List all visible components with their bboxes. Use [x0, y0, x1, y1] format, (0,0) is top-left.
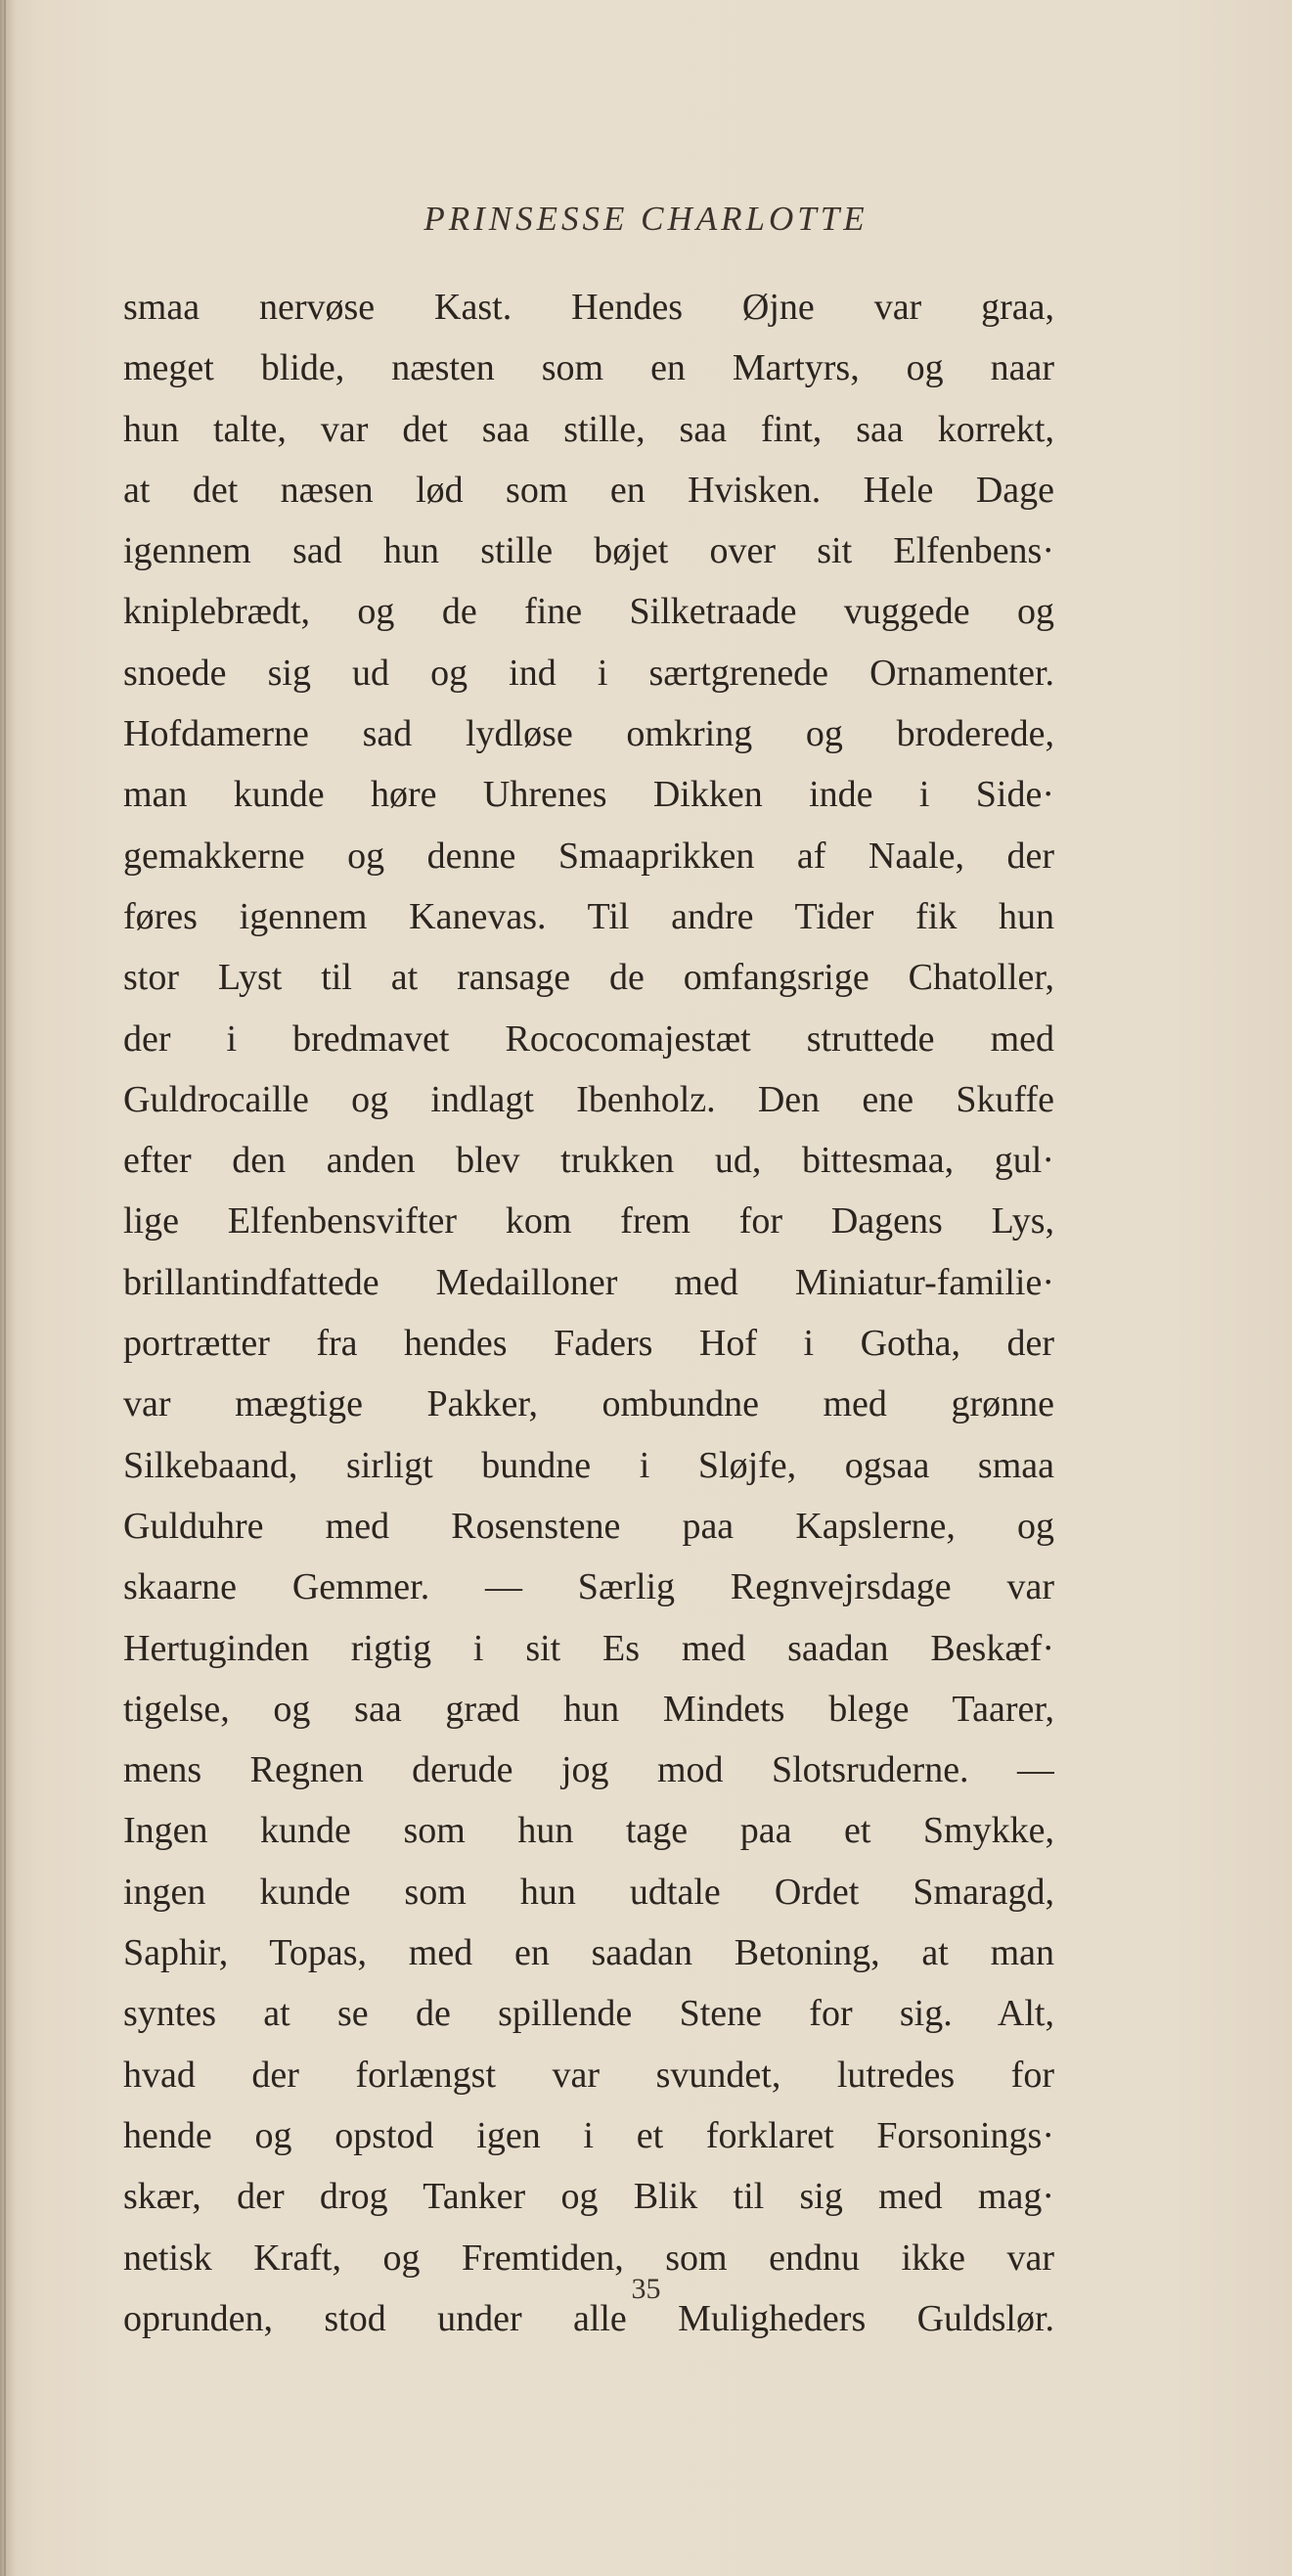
text-line: tigelse, og saa græd hun Mindets blege Taarer,: [123, 1688, 1054, 1730]
text-line: hvad der forlængst var svundet, lutredes for: [123, 2054, 1054, 2096]
gutter-edge: [4, 0, 6, 2576]
text-line: Silkebaand, sirligt bundne i Sløjfe, ogsaa smaa: [123, 1444, 1054, 1486]
text-line: skær, der drog Tanker og Blik til sig med mag·: [123, 2176, 1054, 2218]
text-line: gemakkerne og denne Smaaprikken af Naale, der: [123, 835, 1054, 877]
text-line: kniplebrædt, og de fine Silketraade vuggede og: [123, 591, 1054, 633]
text-line: meget blide, næsten som en Martyrs, og naar: [123, 347, 1054, 389]
text-line: netisk Kraft, og Fremtiden, som endnu ikke var: [123, 2237, 1054, 2279]
text-line: var mægtige Pakker, ombundne med grønne: [123, 1383, 1054, 1425]
text-line: Guldrocaille og indlagt Ibenholz. Den ene Skuffe: [123, 1078, 1054, 1120]
page-number: 35: [631, 2273, 661, 2305]
text-line: snoede sig ud og ind i særtgrenede Ornamenter.: [123, 652, 1054, 694]
text-line: Ingen kunde som hun tage paa et Smykke,: [123, 1810, 1054, 1852]
text-line: skaarne Gemmer. — Særlig Regnvejrsdage var: [123, 1566, 1054, 1608]
text-line: portrætter fra hendes Faders Hof i Gotha, der: [123, 1323, 1054, 1365]
body-text: [123, 277, 1054, 2349]
running-head: PRINSESSE CHARLOTTE: [423, 200, 869, 238]
text-line: smaa nervøse Kast. Hendes Øjne var graa,: [123, 287, 1054, 328]
text-line: der i bredmavet Rococomajestæt struttede med: [123, 1017, 1054, 1060]
text-line: Saphir, Topas, med en saadan Betoning, at man: [123, 1932, 1054, 1974]
text-line: igennem sad hun stille bøjet over sit Elfenbens·: [123, 530, 1054, 572]
text-line: mens Regnen derude jog mod Slotsruderne. —: [123, 1749, 1054, 1791]
text-line: at det næsen lød som en Hvisken. Hele Dage: [123, 469, 1054, 511]
text-line: lige Elfenbensvifter kom frem for Dagens Lys,: [123, 1200, 1054, 1243]
text-line: Hofdamerne sad lydløse omkring og broderede,: [123, 713, 1054, 755]
book-gutter: [0, 0, 16, 2576]
text-line: Gulduhre med Rosenstene paa Kapslerne, og: [123, 1505, 1054, 1547]
text-line: ingen kunde som hun udtale Ordet Smaragd,: [123, 1871, 1054, 1913]
text-line: man kunde høre Uhrenes Dikken inde i Side·: [123, 774, 1054, 816]
text-line: brillantindfattede Medailloner med Miniatur-familie·: [123, 1261, 1054, 1303]
text-line: oprunden, stod under alle Muligheders Guldslør.: [123, 2297, 1054, 2339]
text-line: hun talte, var det saa stille, saa fint, saa korrekt,: [123, 408, 1054, 450]
text-line: Hertuginden rigtig i sit Es med saadan Beskæf·: [123, 1627, 1054, 1669]
text-line: hende og opstod igen i et forklaret Forsonings·: [123, 2114, 1054, 2156]
text-line: syntes at se de spillende Stene for sig. Alt,: [123, 1993, 1054, 2035]
text-line: stor Lyst til at ransage de omfangsrige Chatoller,: [123, 957, 1054, 999]
text-line: efter den anden blev trukken ud, bittesmaa, gul·: [123, 1140, 1054, 1182]
text-line: føres igennem Kanevas. Til andre Tider fik hun: [123, 895, 1054, 937]
